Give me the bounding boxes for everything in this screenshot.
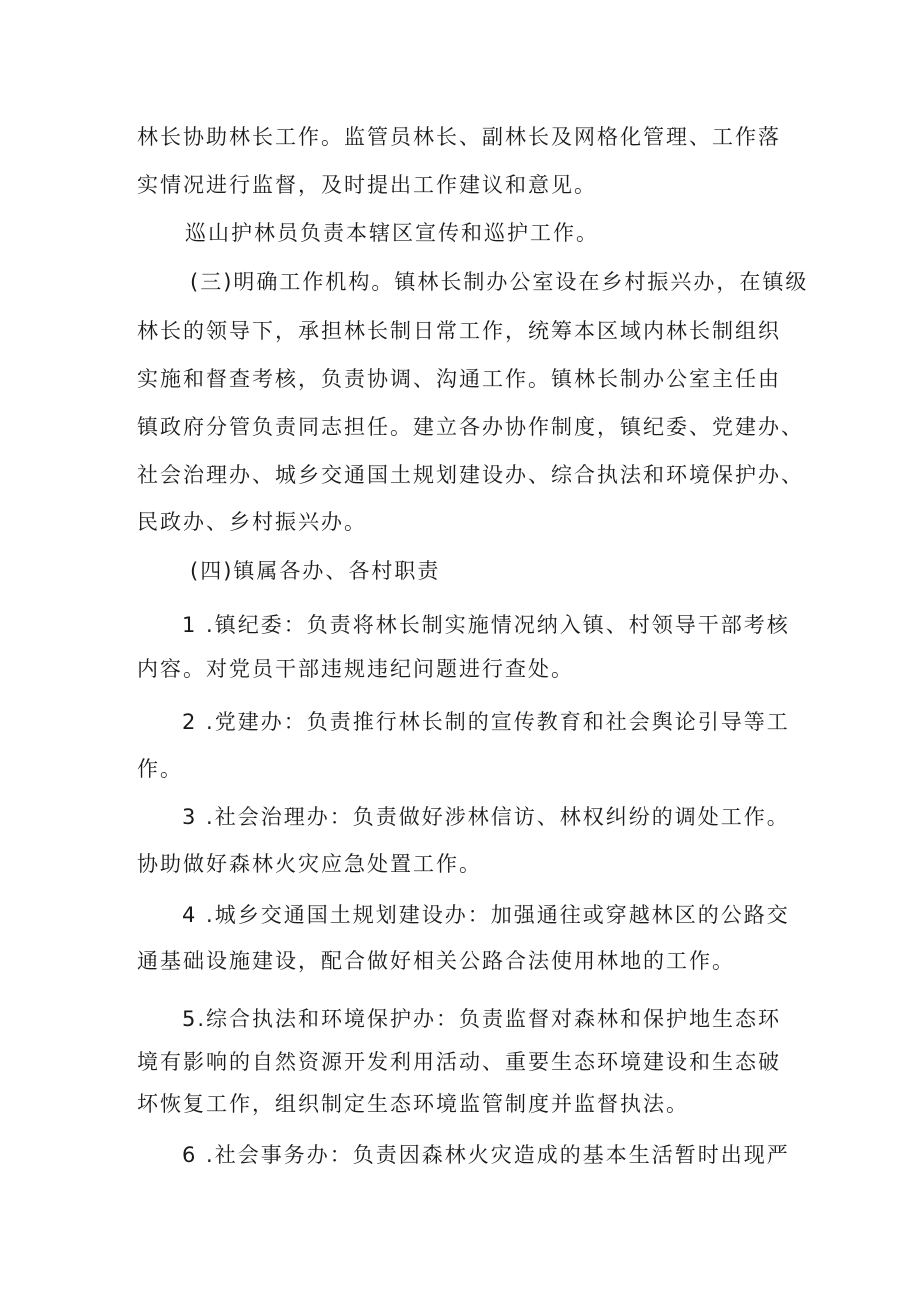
text-line-20: 境有影响的自然资源开发利用活动、重要生态环境建设和生态破 <box>137 1050 781 1074</box>
text-line-16: 协助做好森林火灾应急处置工作。 <box>137 852 482 876</box>
text-line-17: 4 .城乡交通国土规划建设办：加强通往或穿越林区的公路交 <box>182 903 790 927</box>
text-line-8: 社会治理办、城乡交通国土规划建设办、综合执法和环境保护办、 <box>137 463 804 487</box>
text-line-3: 巡山护林员负责本辖区宣传和巡护工作。 <box>185 221 599 245</box>
text-line-13: 2 .党建办：负责推行林长制的宣传教育和社会舆论引导等工 <box>182 710 790 734</box>
text-line-15: 3 .社会治理办：负责做好涉林信访、林权纠纷的调处工作。 <box>182 805 790 829</box>
text-line-21: 坏恢复工作，组织制定生态环境监管制度并监督执法。 <box>137 1092 689 1116</box>
text-line-9: 民政办、乡村振兴办。 <box>137 510 367 534</box>
text-line-19: 5.综合执法和环境保护办：负责监督对森林和保护地生态环 <box>182 1007 782 1031</box>
text-line-5: 林长的领导下，承担林长制日常工作，统筹本区域内林长制组织 <box>137 319 781 343</box>
text-line-18: 通基础设施建设，配合做好相关公路合法使用林地的工作。 <box>137 949 735 973</box>
text-line-11: 1 .镇纪委：负责将林长制实施情况纳入镇、村领导干部考核 <box>182 613 790 637</box>
text-line-7: 镇政府分管负责同志担任。建立各办协作制度，镇纪委、党建办、 <box>137 415 804 439</box>
text-line-2: 实情况进行监督，及时提出工作建议和意见。 <box>137 173 597 197</box>
text-line-22: 6 .社会事务办：负责因森林火灾造成的基本生活暂时出现严 <box>182 1143 790 1167</box>
text-line-10: (四)镇属各办、各村职责 <box>190 559 441 583</box>
text-line-6: 实施和督查考核，负责协调、沟通工作。镇林长制办公室主任由 <box>137 367 781 391</box>
text-line-14: 作。 <box>137 757 183 781</box>
text-line-12: 内容。对党员干部违规违纪问题进行查处。 <box>137 657 574 681</box>
text-line-1: 林长协助林长工作。监管员林长、副林长及网格化管理、工作落 <box>137 125 781 149</box>
text-line-4: (三)明确工作机构。镇林长制办公室设在乡村振兴办，在镇级 <box>190 270 809 294</box>
